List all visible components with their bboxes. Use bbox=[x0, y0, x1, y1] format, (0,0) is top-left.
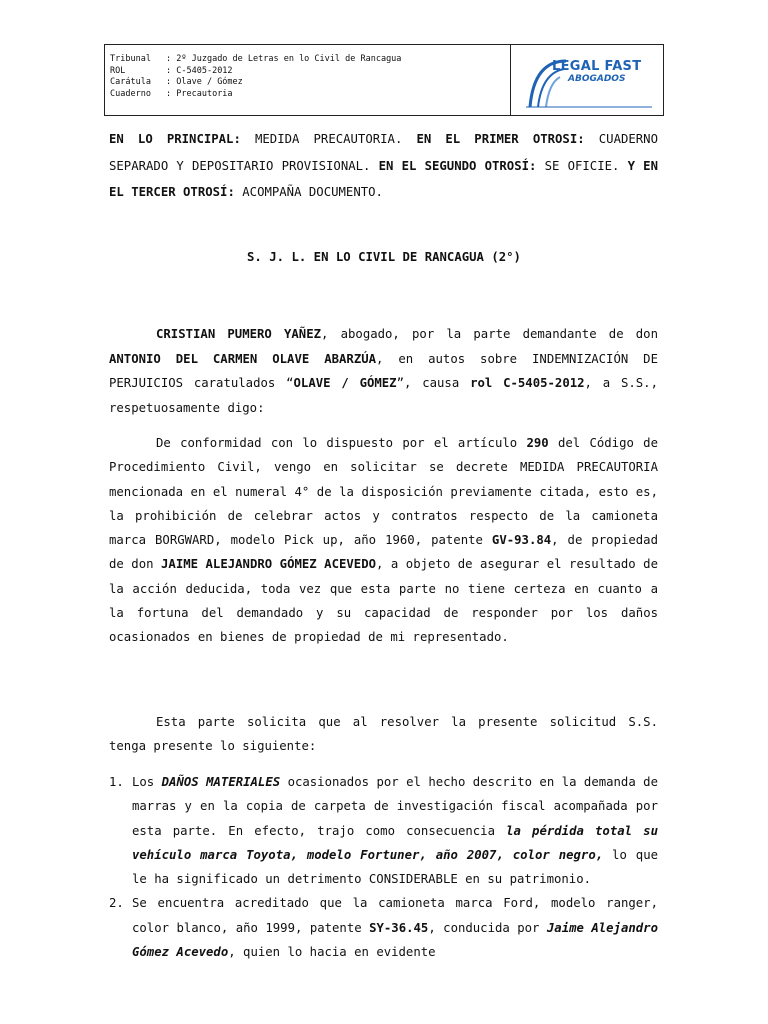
body-text: , abogado, por la parte demandante de don bbox=[321, 327, 658, 341]
case-header bbox=[104, 44, 664, 116]
emphasis-text: EN EL SEGUNDO OTROSÍ: bbox=[378, 158, 537, 173]
emphasis-text: rol C-5405-2012 bbox=[470, 376, 585, 390]
body-text: De conformidad con lo dispuesto por el artículo bbox=[156, 436, 527, 450]
body-text: CUADERNO SEPARADO Y DEPOSITARIO PROVISIONAL. bbox=[109, 132, 658, 173]
info-key: Tribunal bbox=[110, 54, 151, 64]
info-row-caratula: Carátula : Olave / Gómez bbox=[110, 77, 243, 87]
emphasis-text: Y EN EL TERCER OTROSÍ: bbox=[109, 158, 658, 199]
body-text: del Código de Procedimiento Civil, vengo en solicitar se decrete MEDIDA PRECAUTORIA mencionada en el numeral 4° de la disposición previamente citada, esto es, la prohibición de celebrar actos y contratos respecto de la camioneta marca BORGWARD, modelo Pick up, año 1960, patente bbox=[109, 436, 658, 548]
court-heading: S. J. L. EN LO CIVIL DE RANCAGUA (2°) bbox=[247, 250, 521, 264]
case-info bbox=[105, 45, 511, 115]
body-text: ”, causa bbox=[396, 376, 471, 390]
considerations-list bbox=[109, 770, 658, 964]
body-text: , a S.S., respetuosamente digo: bbox=[109, 376, 658, 415]
body-text: , conducida por bbox=[428, 920, 547, 935]
body-text: , en autos sobre INDEMNIZACIÓN DE PERJUICIOS caratulados “ bbox=[109, 351, 658, 390]
body-text: Esta parte solicita que al resolver la presente solicitud S.S. tenga presente lo siguiente: bbox=[109, 715, 658, 754]
list-item bbox=[109, 891, 658, 964]
emphasis-text: EN LO PRINCIPAL: bbox=[109, 132, 241, 146]
logo-subtitle: ABOGADOS bbox=[568, 74, 626, 84]
list-number: 2. bbox=[109, 896, 124, 911]
body-text: ACOMPAÑA DOCUMENTO. bbox=[234, 185, 383, 199]
body-text: lo que le ha significado un detrimento CONSIDERABLE en su patrimonio. bbox=[132, 847, 658, 887]
info-value: 2º Juzgado de Letras en lo Civil de Rancagua bbox=[176, 54, 402, 64]
info-value: C-5405-2012 bbox=[176, 65, 233, 76]
emphasis-text: 290 bbox=[526, 436, 549, 450]
body-text: ocasionados por el hecho descrito en la demanda de marras y en la copia de carpeta de investigación fiscal acompañada por esta parte. En efecto, trajo como consecuencia bbox=[132, 775, 658, 838]
emphasis-text: la pérdida total su vehículo marca Toyota, modelo Fortuner, año 2007, color negro, bbox=[132, 823, 658, 862]
body-text: MEDIDA PRECAUTORIA. bbox=[240, 132, 417, 146]
logo-name: LEGAL FAST bbox=[552, 59, 642, 74]
emphasis-text: OLAVE / GÓMEZ bbox=[293, 376, 397, 390]
body-text: Se encuentra acreditado que la camioneta marca Ford, modelo ranger, color blanco, año 1999, patente bbox=[132, 896, 658, 935]
list-number: 1. bbox=[109, 775, 124, 789]
emphasis-text: DAÑOS MATERIALES bbox=[161, 775, 281, 789]
emphasis-text: CRISTIAN PUMERO YAÑEZ bbox=[156, 327, 322, 341]
info-value: Precautoria bbox=[176, 88, 233, 99]
intro-paragraph bbox=[109, 322, 658, 420]
info-key: Cuaderno bbox=[110, 88, 151, 99]
legal-fast-logo bbox=[512, 45, 664, 115]
info-row-rol: ROL : C-5405-2012 bbox=[110, 65, 233, 76]
info-row-tribunal: Tribunal : 2º Juzgado de Letras en lo Civil de Rancagua bbox=[110, 54, 402, 64]
body-text: SE OFICIE. bbox=[536, 158, 628, 173]
emphasis-text: GV-93.84 bbox=[491, 533, 552, 548]
info-value: Olave / Gómez bbox=[176, 77, 243, 87]
emphasis-text: Jaime Alejandro Gómez Acevedo bbox=[132, 920, 658, 960]
body-text: Los bbox=[132, 775, 162, 789]
emphasis-text: JAIME ALEJANDRO GÓMEZ ACEVEDO bbox=[161, 557, 376, 572]
request-paragraph bbox=[109, 431, 658, 650]
info-row-cuaderno: Cuaderno : Precautoria bbox=[110, 88, 233, 99]
considerations-paragraph bbox=[109, 710, 658, 759]
emphasis-text: SY-36.45 bbox=[369, 920, 429, 935]
body-text: , de propiedad de don bbox=[109, 533, 658, 572]
list-item bbox=[109, 770, 658, 891]
emphasis-text: EN EL PRIMER OTROSI: bbox=[416, 132, 585, 146]
emphasis-text: ANTONIO DEL CARMEN OLAVE ABARZÚA bbox=[109, 351, 377, 366]
info-key: ROL bbox=[110, 65, 126, 76]
summary-paragraph bbox=[109, 126, 658, 206]
body-text: , quien lo hacia en evidente bbox=[228, 945, 436, 960]
info-key: Carátula bbox=[110, 77, 151, 87]
body-text: , a objeto de asegurar el resultado de la acción deducida, toda vez que esta parte no tiene certeza en cuanto a la fortuna del demandado y su capacidad de responder por los daños ocasionados en bienes de propiedad de mi representado. bbox=[109, 557, 658, 645]
